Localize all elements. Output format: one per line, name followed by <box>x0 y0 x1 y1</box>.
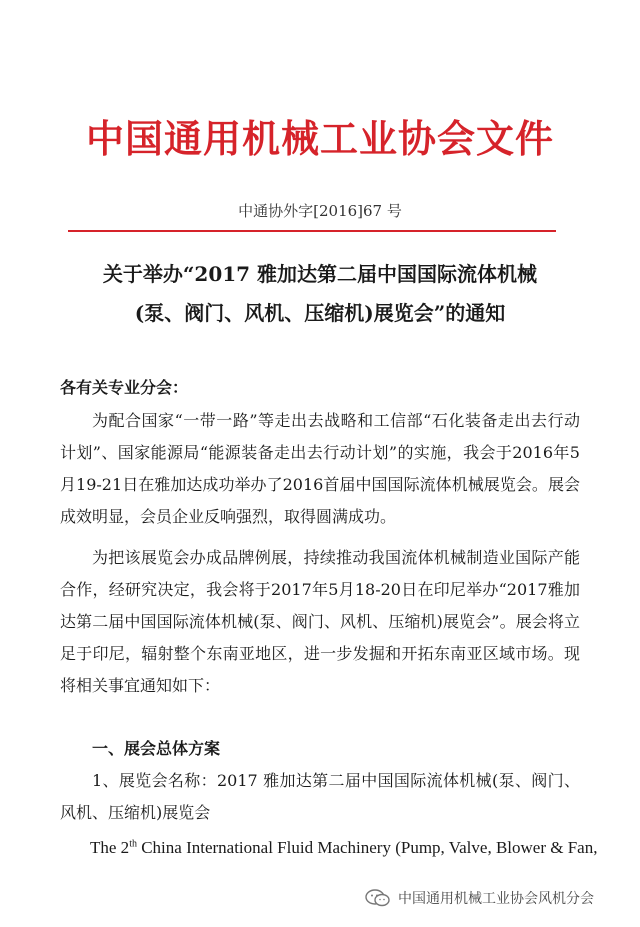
section-1-heading: 一、展会总体方案 <box>92 739 221 758</box>
english-ordinal-suffix: th <box>129 838 137 850</box>
document-number: 中通协外字[2016]67 号 <box>238 202 402 220</box>
english-prefix: The 2 <box>90 838 130 857</box>
notice-title-line2: (泵、阀门、风机、压缩机)展览会”的通知 <box>134 301 506 325</box>
wechat-watermark <box>360 886 598 910</box>
item-1-exhibition-name: 1、展览会名称：2017 雅加达第二届中国国际流体机械(泵、阀门、风机、压缩机)展览会 <box>60 771 580 822</box>
notice-title-line1: 关于举办“2017 雅加达第二届中国国际流体机械 <box>102 262 538 286</box>
paragraph-2: 为把该展览会办成品牌例展，持续推动我国流体机械制造业国际产能合作，经研究决定，我会将于2017年5月18-20日在印尼举办“2017雅加达第二届中国国际流体机械(泵、阀门、风机、压缩机)展览会”。展会将立足于印尼，辐射整个东南亚地区，进一步发掘和开拓东南亚区域市场。现将相关事宜通知如下： <box>60 548 580 695</box>
red-divider <box>68 230 556 232</box>
addressee: 各有关专业分会： <box>60 378 189 397</box>
org-header-title: 中国通用机械工业协会文件 <box>85 116 554 161</box>
watermark-text: 中国通用机械工业协会风机分会 <box>398 891 594 907</box>
wechat-icon <box>364 888 392 908</box>
english-exhibition-name <box>90 838 610 858</box>
paragraph-1: 为配合国家“一带一路”等走出去战略和工信部“石化装备走出去行动计划”、国家能源局“能源装备走出去行动计划”的实施，我会于2016年5月19-21日在雅加达成功举办了2016首届中国国际流体机械展览会。展会成效明显，会员企业反响强烈，取得圆满成功。 <box>60 411 580 526</box>
english-rest: China International Fluid Machinery (Pump, Valve, Blower & Fan, <box>136 838 598 857</box>
